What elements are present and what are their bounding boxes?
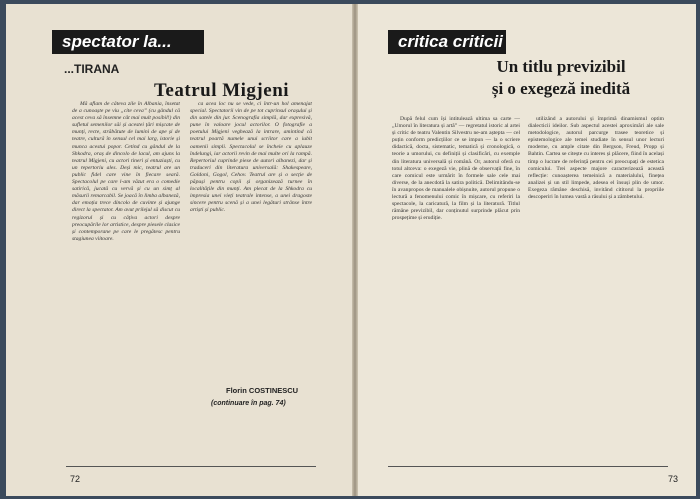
footer-divider xyxy=(388,466,668,467)
paragraph: După felul cum își intitulează ultima sa carte — „Umorul în literatura și artă” — regretatul istoric al artei și critic de teatru Valentin Silvestru ne-am aștepta — cel puțin conform predicțiilor ce se impun — la o scriere didactică, docta, sistematic, tematică și cronologică, o teorie a umorului, cu definiții și clasificări, cu exemple din literatura universală și română. Or, autorul oferă cu totul altceva: o exegeză vie, plină de observații fine, în care comicul este urmărit în formele sale cele mai diverse, de la anecdotă la satira politică. Delimitându-se în avanpropos de manualele obișnuite, autorul propune o lectură a fenomenului comic în mișcare, cu referiri la spectacole, la caricatură, la film și la literatură. Titlul rămâne previzibil, dar conținutul surprinde plăcut prin prospețime și erudiție. xyxy=(392,116,520,222)
article-title xyxy=(446,56,676,100)
left-page xyxy=(6,4,352,496)
paragraph: ca acea loc nu se vede, ci într-un hol amenajat special. Spectatorii vin de pe tot cuprinsul orașului și din satele din jur. Scenografia simplă, dar expresivă, pune în valoare jocul actorilor. O fotografie a poetului Migjeni veghează la intrare, amintind că teatrul poartă numele unui scriitor care a iubit oamenii simpli. Spectacolul se încheie cu aplauze îndelungi, iar actorii revin de mai multe ori la rampă. Repertoriul cuprinde piese de autori albanezi, dar și traduceri din literatura universală: Shakespeare, Goldoni, Gogol, Cehov. Teatrul are și o secție de păpuși pentru copii și organizează turnee în localitățile din munți. Am plecat de la Shkodra cu impresia unei vieți teatrale intense, a unei dragoste sincere pentru scenă și a unei legături strânse între artiști și public. xyxy=(190,101,312,214)
page-number: 73 xyxy=(668,474,679,484)
section-banner: critica criticii xyxy=(388,30,506,54)
section-banner: spectator la... xyxy=(52,30,204,54)
text-column xyxy=(392,116,520,451)
right-page xyxy=(358,4,696,496)
author-byline: Florin COSTINESCU xyxy=(226,386,299,395)
text-column xyxy=(528,116,664,451)
paragraph: utilizând a autorului și împrimă dinamismul optim dialecticii ideilor. Sub aspectul acestei aproximări ale sale metodologice, autorul parcurge trasee teoretice și epistemologice ale temei studiate în sensul unor lecturi moderne, cu ample citate din Bergson, Freud, Propp și Bahtin. Cartea se citește cu interes și plăcere, fiind în același timp o lucrare de referință pentru cei preocupați de estetica comicului. Trei aspecte majore caracterizează această reflecție: cunoașterea temeinică a materialului, finețea analizei și un stil limpede, adesea el însuși plin de umor. Exegeza rămâne deschisă, invitând cititorul la propriile descoperiri în lumea vastă a râsului și a zâmbetului. xyxy=(528,116,664,201)
article-kicker: ...TIRANA xyxy=(64,62,120,76)
continued-note: (continuare în pag. 74) xyxy=(211,400,286,407)
magazine-spread xyxy=(6,4,696,496)
footer-divider xyxy=(66,466,316,467)
page-number: 72 xyxy=(70,474,81,484)
text-column xyxy=(190,101,312,379)
title-line: Un titlu previzibil xyxy=(496,57,626,76)
text-column xyxy=(72,101,180,443)
article-title: Teatrul Migjeni xyxy=(154,80,290,101)
paragraph: Mă aflam de câteva zile în Albania, însetat de a cunoaște pe viu „cite ceva” (cu gândul că acest ceva să însemne cât mai mult posibil!) din sufletul semenilor săi și acestei țări mișcate de munți, recte, străbătute de lumini de ape și de teatre, cultură în sensul cel mai larg, istorie și munca acestui popor. Cetind cu gândul de la Shkodra, oraș de dincolo de lacul, am ajuns la teatrul Migjeni, cu actori tineri și entuziaști, cu un repertoriu ales. Deși mic, teatrul are un public fidel care vine în fiecare seară. Spectacolul pe care l-am văzut era o comedie satirică, jucată cu vervă și cu un simț al măsurii remarcabil. Se joacă în limba albaneză, dar emoția trece dincolo de cuvinte și ajunge direct la spectator. Am avut prilejul să discut cu regizorul și cu câțiva actori despre preocupările lor artistice, despre piesele clasice și contemporane pe care le pregătesc pentru stagiunea viitoare. xyxy=(72,101,180,242)
title-line: și o exegeză inedită xyxy=(491,79,631,98)
